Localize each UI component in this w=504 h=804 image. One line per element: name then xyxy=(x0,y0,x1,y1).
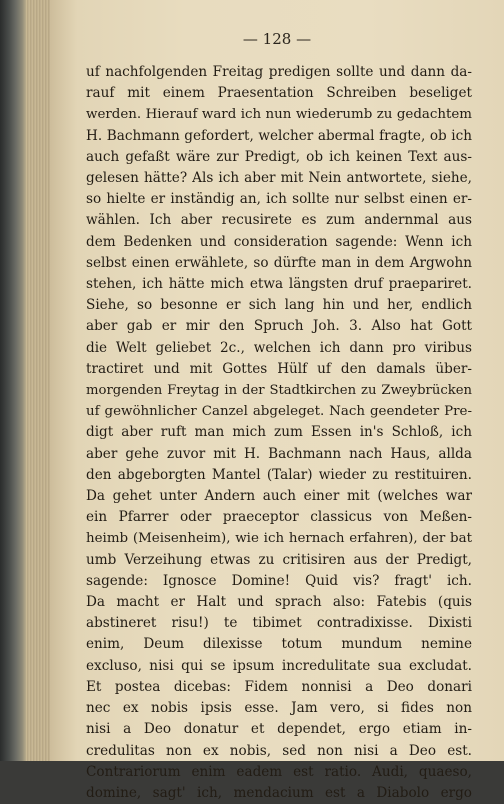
text-line: wählen. Ich aber recusirete es zum andernmal aus xyxy=(86,212,472,229)
page-number: — 128 — xyxy=(242,30,312,48)
body-text xyxy=(86,62,472,804)
book-page xyxy=(50,0,504,801)
text-line: umb Verzeihung etwas zu critisiren aus der Predigt, xyxy=(86,551,472,568)
text-line: rauf mit einem Praesentation Schreiben beseliget xyxy=(86,85,472,102)
text-line: heimb (Meisenheim), wie ich hernach erfahren), der bat xyxy=(86,531,472,547)
text-line: gelesen hätte? Als ich aber mit Nein antwortete, siehe, xyxy=(86,170,472,187)
text-line: auch gefaßt wäre zur Predigt, ob ich keinen Text aus- xyxy=(86,148,472,165)
text-line: den abgeborgten Mantel (Talar) wieder zu restituiren. xyxy=(86,466,472,483)
text-line: ein Pfarrer oder praeceptor classicus von Meßen- xyxy=(86,509,472,526)
text-line: so hielte er inständig an, ich sollte nur selbst einen er- xyxy=(86,191,472,208)
text-line: Contrariorum enim eadem est ratio. Audi, quaeso, xyxy=(86,763,472,780)
text-line: die Welt geliebet 2c., welchen ich dann pro viribus xyxy=(86,339,472,356)
text-line: credulitas non ex nobis, sed non nisi a Deo est. xyxy=(86,742,472,759)
text-line: nec ex nobis ipsis esse. Jam vero, si fides non xyxy=(86,700,472,717)
text-line: nisi a Deo donatur et dependet, ergo etiam in- xyxy=(86,721,472,738)
text-line: Siehe, so besonne er sich lang hin und her, endlich xyxy=(86,297,472,314)
text-line: domine, sagt' ich, mendacium est a Diabolo ergo xyxy=(86,784,472,801)
text-line: tractiret und mit Gottes Hülf uf den damals über- xyxy=(86,360,472,377)
text-line: werden. Hierauf ward ich nun wiederumb zu gedachtem xyxy=(86,107,472,123)
text-line: dem Bedenken und consideration sagende: Wenn ich xyxy=(86,233,472,250)
text-line: stehen, ich hätte mich etwa längsten druf praepariret. xyxy=(86,276,472,293)
book-spine xyxy=(0,0,26,761)
text-line: Da macht er Halt und sprach also: Fatebis (quis xyxy=(86,594,472,611)
text-line: aber gehe zuvor mit H. Bachmann nach Haus, allda xyxy=(86,445,472,462)
text-line: digt aber ruft man mich zum Essen in's Schloß, ich xyxy=(86,424,472,441)
text-line: uf nachfolgenden Freitag predigen sollte und dann da- xyxy=(86,64,472,80)
text-line: enim, Deum dilexisse totum mundum nemine xyxy=(86,636,472,653)
text-line: selbst einen erwählete, so dürfte man in dem Argwohn xyxy=(86,254,472,271)
text-line: morgenden Freytag in der Stadtkirchen zu Zweybrücken xyxy=(86,383,472,399)
text-line: uf gewöhnlicher Canzel abgeleget. Nach geendeter Pre- xyxy=(86,404,472,420)
text-line: Da gehet unter Andern auch einer mit (welches war xyxy=(86,488,472,505)
text-line: abstineret risu!) te tibimet contradixisse. Dixisti xyxy=(86,615,472,632)
text-line: aber gab er mir den Spruch Joh. 3. Also hat Gott xyxy=(86,318,472,335)
text-line: H. Bachmann gefordert, welcher abermal fragte, ob ich xyxy=(86,127,472,144)
text-line: sagende: Ignosce Domine! Quid vis? fragt' ich. xyxy=(86,572,472,589)
text-line: Et postea dicebas: Fidem nonnisi a Deo donari xyxy=(86,678,472,695)
text-line: excluso, nisi qui se ipsum incredulitate sua excludat. xyxy=(86,657,472,674)
